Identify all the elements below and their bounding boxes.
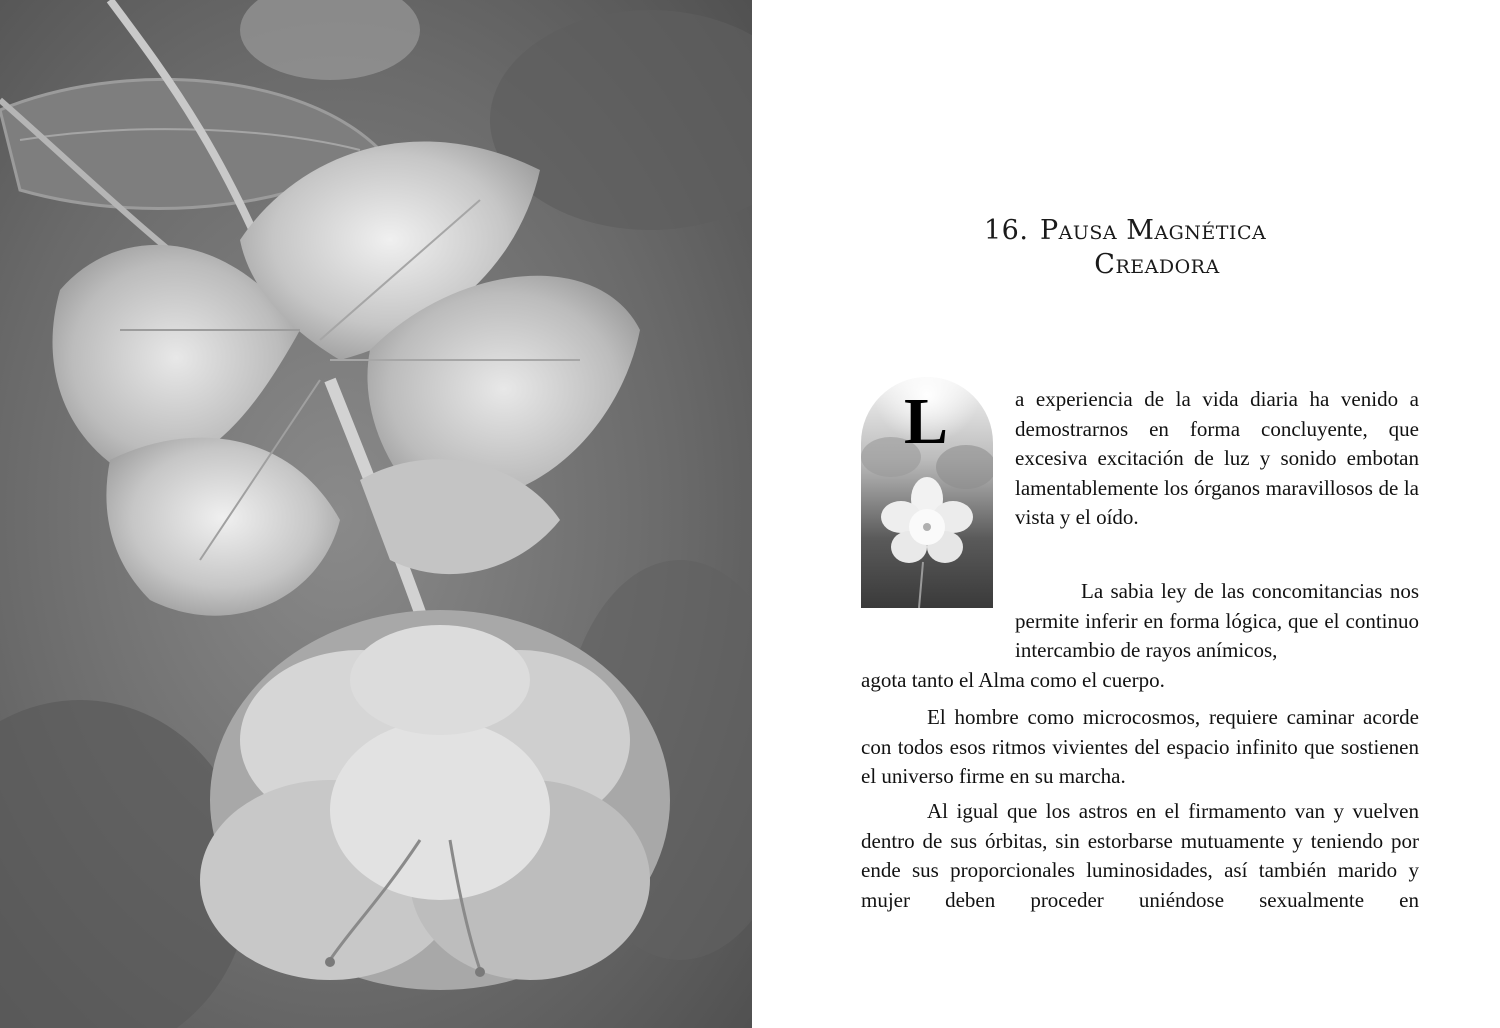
paragraph-4: Al igual que los astros en el firmamento van y vuelven dentro de sus órbitas, sin estorbarse mutuamente y teniendo por ende sus proporcionales luminosidades, así también marido y mujer deben proceder uniéndose sexualmente en [861,799,1419,912]
chapter-title-line1: Pausa Magnética [1040,215,1267,246]
paragraph-2-start: La sabia ley de las concomitancias nos permite inferir en forma lógica, que el continuo intercambio de rayos anímicos, [1015,579,1419,662]
chapter-title [952,214,1372,282]
paragraph-2-end: agota tanto el Alma como el cuerpo. [861,668,1165,692]
paragraph-2 [1015,577,1419,666]
dropcap-illustration [861,377,993,608]
paragraph-3: El hombre como microcosmos, requiere caminar acorde con todos esos ritmos vivientes del espacio infinito que sostienen el universo firme en su marcha. [861,705,1419,788]
text-page [752,0,1500,1028]
chapter-title-line2: Creadora [1094,249,1220,280]
chapter-number: 16. [984,215,1029,246]
dropcap-letter: L [903,385,949,458]
paragraph-1: a experiencia de la vida diaria ha venido a demostrarnos en forma concluyente, que excesiva excitación de luz y sonido embotan lamentablemente los órganos maravillosos de la vista y el oído. [1015,387,1419,529]
